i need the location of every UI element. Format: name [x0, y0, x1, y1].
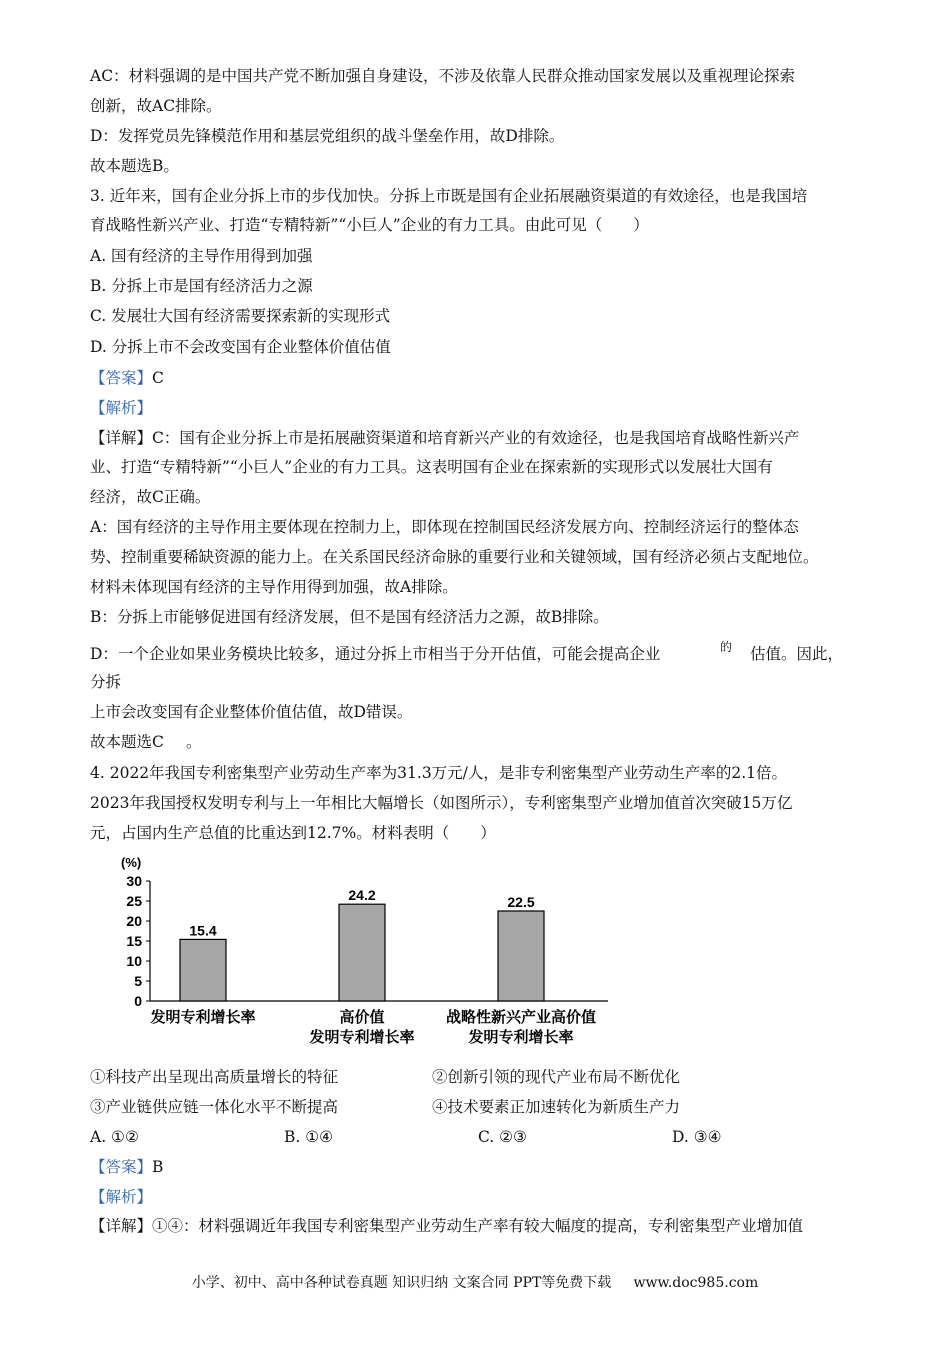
detail-line: 分拆	[90, 673, 122, 691]
answer-tag: 【答案】	[90, 369, 153, 387]
detail-line	[90, 427, 799, 449]
y-tick-label: 25	[126, 893, 142, 909]
bar-value-label: 24.2	[348, 887, 376, 904]
choice-c: C. ②③	[478, 1128, 527, 1146]
x-labels	[149, 1008, 596, 1046]
y-ticks	[126, 873, 150, 1009]
question-4-stem: 4. 2022年我国专利密集型产业劳动生产率为31.3万元/人，是非专利密集型产业劳动生产率的2.1倍。	[90, 764, 788, 782]
detail-fragment: 的	[720, 640, 733, 654]
analysis-tag: 【解析】	[90, 1188, 153, 1206]
choice-d: D. ③④	[672, 1128, 722, 1146]
y-axis-label: (%)	[121, 855, 142, 870]
detail-line: 上市会改变国有企业整体价值估值，故D错误。	[90, 703, 413, 721]
detail-line: 经济，故C正确。	[90, 488, 211, 506]
y-tick-label: 10	[126, 953, 142, 969]
choice-b: B. 分拆上市是国有经济活力之源	[90, 277, 313, 295]
detail-tag: 【详解】	[90, 429, 153, 447]
detail-line: 故本题选C	[90, 733, 164, 751]
bar	[339, 904, 385, 1001]
category-label: 发明专利增长率	[309, 1028, 415, 1046]
category-label: 高价值	[339, 1008, 385, 1026]
statement-4: ④技术要素正加速转化为新质生产力	[432, 1098, 681, 1116]
statement-1: ①科技产出呈现出高质量增长的特征	[90, 1068, 339, 1086]
bars	[180, 887, 544, 1001]
detail-line: B：分拆上市能够促进国有经济发展，但不是国有经济活力之源，故B排除。	[90, 608, 609, 626]
choice-c: C. 发展壮大国有经济需要探索新的实现形式	[90, 307, 391, 325]
analysis-tag: 【解析】	[90, 399, 153, 417]
detail-line: A：国有经济的主导作用主要体现在控制力上，即体现在控制国民经济发展方向、控制经济运行的整体态	[90, 518, 799, 536]
text-line: 创新，故AC排除。	[90, 97, 222, 115]
bar-value-label: 15.4	[189, 922, 217, 939]
choice-d: D. 分拆上市不会改变国有企业整体价值估值	[90, 338, 391, 356]
bar-value-label: 22.5	[507, 894, 535, 910]
choice-a: A. 国有经济的主导作用得到加强	[90, 247, 313, 265]
bar	[180, 939, 226, 1001]
detail-line	[90, 1215, 803, 1237]
detail-fragment: 。	[186, 733, 202, 751]
question-3-stem: 育战略性新兴产业、打造“专精特新”“小巨人”企业的有力工具。由此可见（ ）	[90, 216, 649, 234]
detail-text: C：国有企业分拆上市是拓展融资渠道和培育新兴产业的有效途径，也是我国培育战略性新兴产	[152, 429, 800, 447]
detail-text: ①④：材料强调近年我国专利密集型产业劳动生产率有较大幅度的提高，专利密集型产业增加值	[152, 1217, 804, 1235]
y-tick-label: 30	[126, 873, 142, 889]
bar	[498, 911, 544, 1001]
y-tick-label: 0	[134, 993, 142, 1009]
footer	[0, 1272, 950, 1292]
answer-line	[90, 1156, 163, 1178]
category-label: 发明专利增长率	[468, 1028, 574, 1046]
answer-value: C	[152, 369, 164, 387]
detail-line: 材料未体现国有经济的主导作用得到加强，故A排除。	[90, 578, 458, 596]
question-4-stem: 元，占国内生产总值的比重达到12.7%。材料表明（ ）	[90, 824, 496, 842]
text-line: 故本题选B。	[90, 157, 179, 175]
footer-link[interactable]: www.doc985.com	[633, 1275, 759, 1291]
detail-line: 业、打造“专精特新”“小巨人”企业的有力工具。这表明国有企业在探索新的实现形式以发展壮大国有	[90, 458, 773, 476]
text-line: D：发挥党员先锋模范作用和基层党组织的战斗堡垒作用，故D排除。	[90, 127, 565, 145]
detail-line: 势、控制重要稀缺资源的能力上。在关系国民经济命脉的重要行业和关键领域，国有经济必须占支配地位。	[90, 548, 819, 566]
analysis-line	[90, 1186, 152, 1208]
question-3-stem: 3. 近年来，国有企业分拆上市的步伐加快。分拆上市既是国有企业拓展融资渠道的有效途径，也是我国培	[90, 187, 808, 205]
category-label: 战略性新兴产业高价值	[445, 1008, 597, 1026]
y-tick-label: 15	[126, 933, 142, 949]
detail-line: D：一个企业如果业务模块比较多，通过分拆上市相当于分开估值，可能会提高企业	[90, 645, 661, 663]
text-line: AC：材料强调的是中国共产党不断加强自身建设，不涉及依靠人民群众推动国家发展以及重视理论探索	[90, 67, 796, 85]
question-4-stem: 2023年我国授权发明专利与上一年相比大幅增长（如图所示），专利密集型产业增加值首次突破15万亿	[90, 794, 793, 812]
analysis-line	[90, 397, 152, 419]
statement-3: ③产业链供应链一体化水平不断提高	[90, 1098, 339, 1116]
answer-tag: 【答案】	[90, 1158, 153, 1176]
y-tick-label: 5	[134, 973, 142, 989]
choice-a: A. ①②	[90, 1128, 139, 1146]
answer-value: B	[152, 1158, 164, 1176]
bar-chart	[108, 852, 628, 1052]
detail-line: 估值。因此，	[750, 645, 844, 663]
statement-2: ②创新引领的现代产业布局不断优化	[432, 1068, 681, 1086]
answer-line	[90, 367, 164, 389]
footer-text: 小学、初中、高中各种试卷真题 知识归纳 文案合同 PPT等免费下载	[191, 1275, 612, 1291]
detail-tag: 【详解】	[90, 1217, 153, 1235]
y-tick-label: 20	[126, 913, 142, 929]
choice-b: B. ①④	[284, 1128, 334, 1146]
category-label: 发明专利增长率	[150, 1008, 256, 1026]
